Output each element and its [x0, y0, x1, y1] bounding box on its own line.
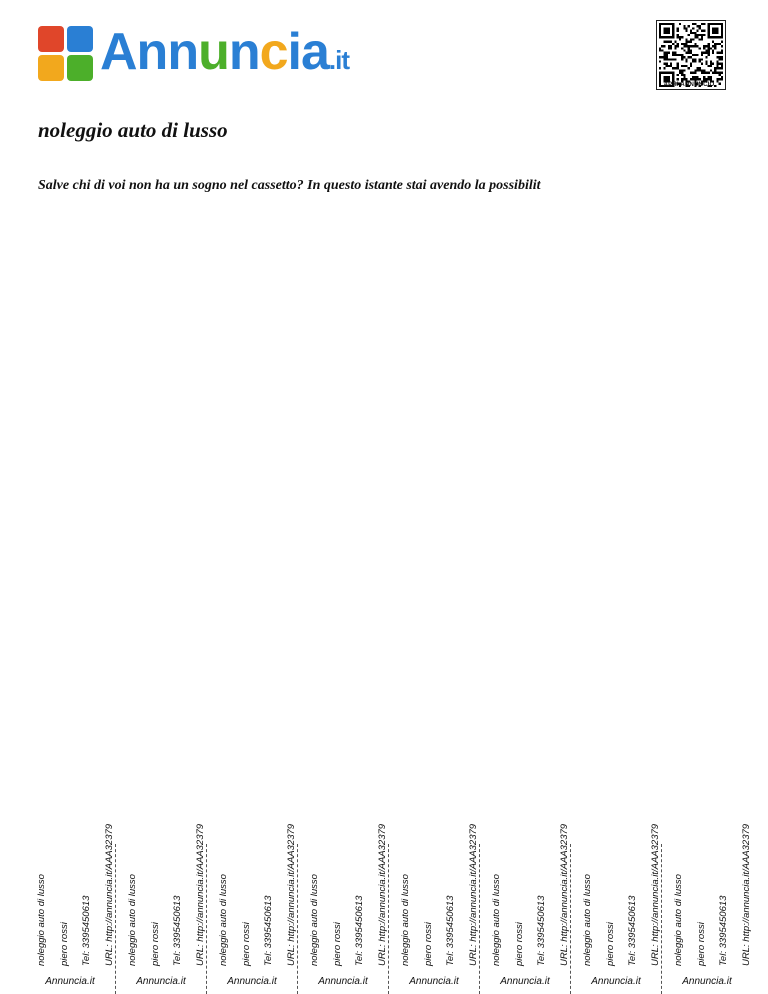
tab-title: noleggio auto di lusso	[399, 874, 411, 966]
tab-tel: Tel: 3395450613	[81, 895, 93, 966]
tab-name: piero rossi	[58, 922, 70, 966]
annuncia-logo	[38, 23, 398, 82]
logo-tiles-icon	[38, 26, 94, 82]
tab-tel: Tel: 3395450613	[536, 895, 548, 966]
tab-title: noleggio auto di lusso	[672, 874, 684, 966]
tab-tel: Tel: 3395450613	[718, 895, 730, 966]
tear-off-tab[interactable]	[24, 818, 115, 994]
tab-title: noleggio auto di lusso	[35, 874, 47, 966]
ad-title: noleggio auto di lusso	[38, 118, 228, 142]
tab-title: noleggio auto di lusso	[581, 874, 593, 966]
tab-url: URL: http://annuncia.it/AAA32379	[286, 823, 298, 966]
tab-tel: Tel: 3395450613	[263, 895, 275, 966]
tab-url: URL: http://annuncia.it/AAA32379	[104, 823, 116, 966]
tab-brand: Annuncia.it	[136, 976, 186, 987]
ad-description: Salve chi di voi non ha un sogno nel cassetto? In questo istante stai avendo la possibilit	[38, 178, 541, 193]
tear-off-tab[interactable]	[388, 818, 479, 994]
tab-name: piero rossi	[240, 922, 252, 966]
tab-name: piero rossi	[604, 922, 616, 966]
qr-caption: APRI ANNUNCIO	[663, 82, 715, 88]
tab-tel: Tel: 3395450613	[445, 895, 457, 966]
tear-off-strips	[24, 818, 752, 994]
tear-off-tab[interactable]	[206, 818, 297, 994]
tab-brand: Annuncia.it	[227, 976, 277, 987]
qr-code-icon[interactable]	[656, 20, 726, 90]
cut-line	[297, 844, 298, 994]
cut-line	[661, 844, 662, 994]
tab-tel: Tel: 3395450613	[172, 895, 184, 966]
tab-url: URL: http://annuncia.it/AAA32379	[195, 823, 207, 966]
tab-brand: Annuncia.it	[500, 976, 550, 987]
cut-line	[115, 844, 116, 994]
cut-line	[479, 844, 480, 994]
cut-line	[388, 844, 389, 994]
tab-title: noleggio auto di lusso	[126, 874, 138, 966]
tab-brand: Annuncia.it	[682, 976, 732, 987]
cut-line	[570, 844, 571, 994]
logo-wordmark: Annuncia.it	[100, 23, 350, 81]
tab-name: piero rossi	[149, 922, 161, 966]
tab-name: piero rossi	[422, 922, 434, 966]
tear-off-tab[interactable]	[115, 818, 206, 994]
tab-title: noleggio auto di lusso	[308, 874, 320, 966]
tab-url: URL: http://annuncia.it/AAA32379	[468, 823, 480, 966]
tab-tel: Tel: 3395450613	[354, 895, 366, 966]
tear-off-tab[interactable]	[661, 818, 752, 994]
tab-tel: Tel: 3395450613	[627, 895, 639, 966]
tab-url: URL: http://annuncia.it/AAA32379	[559, 823, 571, 966]
tab-url: URL: http://annuncia.it/AAA32379	[377, 823, 389, 966]
tear-off-tab[interactable]	[297, 818, 388, 994]
tab-name: piero rossi	[513, 922, 525, 966]
tab-brand: Annuncia.it	[591, 976, 641, 987]
tab-url: URL: http://annuncia.it/AAA32379	[741, 823, 753, 966]
tab-title: noleggio auto di lusso	[490, 874, 502, 966]
tab-brand: Annuncia.it	[45, 976, 95, 987]
tab-title: noleggio auto di lusso	[217, 874, 229, 966]
tab-url: URL: http://annuncia.it/AAA32379	[650, 823, 662, 966]
tear-off-tab[interactable]	[479, 818, 570, 994]
tab-name: piero rossi	[331, 922, 343, 966]
tab-name: piero rossi	[695, 922, 707, 966]
tab-brand: Annuncia.it	[409, 976, 459, 987]
tear-off-tab[interactable]	[570, 818, 661, 994]
tab-brand: Annuncia.it	[318, 976, 368, 987]
cut-line	[206, 844, 207, 994]
